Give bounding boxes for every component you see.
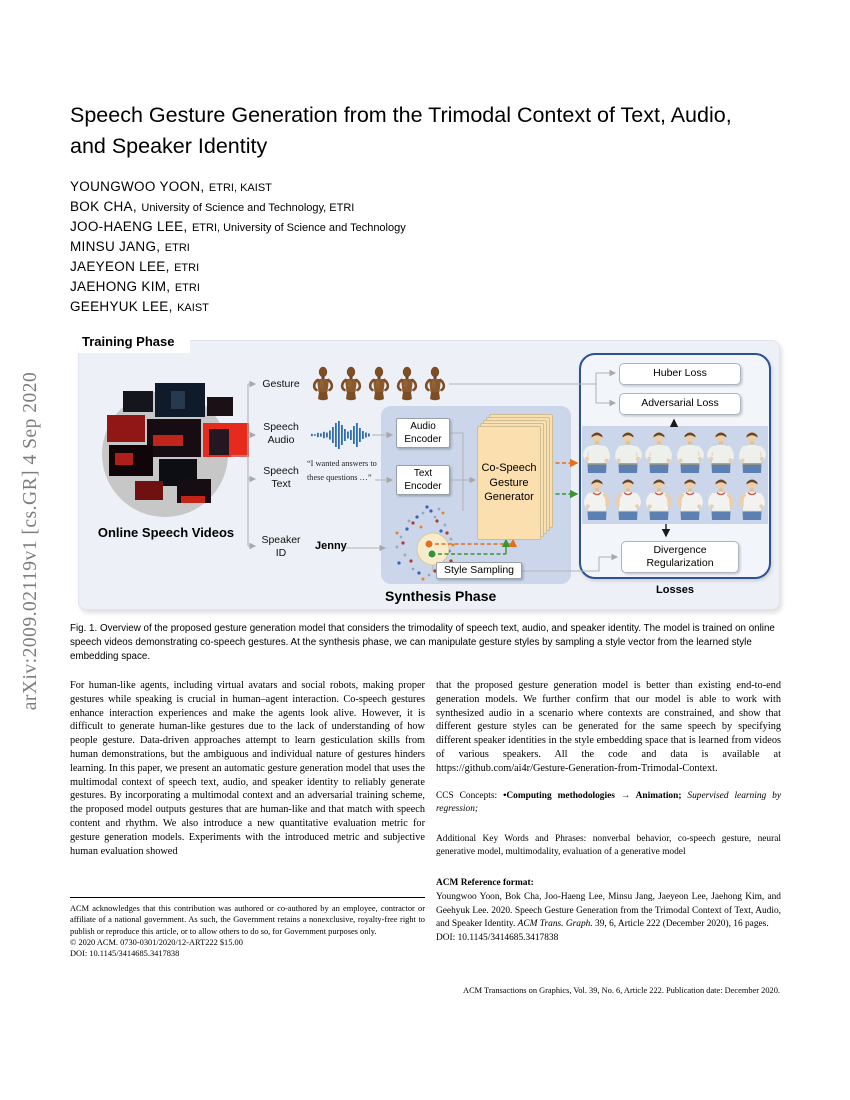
acm-reference-journal: ACM Trans. Graph. xyxy=(517,919,593,930)
style-sampling-box: Style Sampling xyxy=(436,562,522,579)
generator-label: Co-Speech Gesture Generator xyxy=(481,461,537,504)
author-line xyxy=(70,237,710,257)
acm-reference-text2: 39, 6, Article 222 (December 2020), 16 pages. xyxy=(592,919,769,930)
acm-reference-text: Youngwoo Yoon, Bok Cha, Joo-Haeng Lee, Minsu Jang, Jaeyeon Lee, Jaehong Kim, and Geehyuk Lee. 2020. Speech Gesture Generation from the Trimodal Context of Text, Audio, and Speaker Identity. xyxy=(436,891,781,930)
paper-title-line2: and Speaker Identity xyxy=(70,134,268,158)
paper-title xyxy=(70,100,786,162)
huber-loss-box: Huber Loss xyxy=(619,363,741,385)
author-affiliation: ETRI xyxy=(174,262,200,274)
speech-audio-row-label: Speech Audio xyxy=(263,421,299,447)
ccs-italic: Supervised learning by regression; xyxy=(436,790,781,815)
acm-reference xyxy=(436,877,781,946)
divergence-regularization-box: Divergence Regularization xyxy=(621,541,739,573)
author-name: JAEYEON LEE, xyxy=(70,259,170,274)
acm-reference-body xyxy=(436,891,781,932)
gesture-row-label: Gesture xyxy=(262,378,300,390)
author-affiliation: University of Science and Technology, ETRI xyxy=(141,202,355,214)
adversarial-loss-box: Adversarial Loss xyxy=(619,393,741,415)
page-footer: ACM Transactions on Graphics, Vol. 39, No. 6, Article 222. Publication date: December 2020. xyxy=(463,986,780,995)
video-collage xyxy=(102,383,249,517)
losses-label: Losses xyxy=(656,584,694,596)
author-affiliation: ETRI xyxy=(174,282,200,294)
author-name: BOK CHA, xyxy=(70,199,137,214)
gesture-mannequins xyxy=(314,367,444,400)
author-line xyxy=(70,197,710,217)
figure-caption: Fig. 1. Overview of the proposed gesture generation model that considers the trimodality of speech text, audio, and speaker identity. The model is trained on online speech videos demonstrating co-speech gestures. At the synthesis phase, we can manipulate gesture styles by sampling a style vector from the learned style embedding space. xyxy=(70,623,775,663)
speech-text-quote: “I wanted answers to these questions …” xyxy=(307,459,377,483)
generated-gesture-avatars xyxy=(585,432,764,520)
author-name: MINSU JANG, xyxy=(70,239,161,254)
author-line xyxy=(70,277,710,297)
author-name: JOO-HAENG LEE, xyxy=(70,219,188,234)
keywords: Additional Key Words and Phrases: nonverbal behavior, co-speech gesture, neural generative model, multimodality, evaluation of a generative model xyxy=(436,833,781,858)
online-speech-videos-label: Online Speech Videos xyxy=(97,525,235,540)
co-speech-gesture-generator xyxy=(477,414,555,542)
author-affiliation: KAIST xyxy=(177,302,209,314)
arxiv-watermark: arXiv:2009.02119v1 [cs.GR] 4 Sep 2020 xyxy=(20,371,41,711)
author-affiliation: ETRI xyxy=(164,242,190,254)
figure-1 xyxy=(78,334,780,610)
author-name: JAEHONG KIM, xyxy=(70,279,171,294)
acm-reference-heading: ACM Reference format: xyxy=(436,877,534,888)
text-encoder-box: Text Encoder xyxy=(396,465,450,495)
footnote-doi: DOI: 10.1145/3414685.3417838 xyxy=(70,949,180,959)
style-point-orange xyxy=(425,540,433,548)
speaker-id-row-label: Speaker ID xyxy=(261,534,301,560)
author-line xyxy=(70,257,710,277)
abstract-left-paragraph: For human-like agents, including virtual avatars and social robots, making proper gestures while speaking is crucial in human–agent interaction. Co-speech gestures enhance interaction experiences and make the agents look alive. However, it is difficult to generate human-like gestures due to the lack of understanding of how people gesture. Data-driven approaches attempt to learn gesticulation skills from human demonstrations, but the ambiguous and individual nature of gestures hinders learning. In this paper, we present an automatic gesture generation model that uses the multimodal context of speech text, audio, and speaker identity to reliably generate gestures. By incorporating a multimodal context and an adversarial training scheme, the proposed model outputs gestures that are human-like and that match with speech content and rhythm. We also introduce a new quantitative evaluation metric for gesture generation models. Experiments with the introduced metric and subjective human evaluation showed xyxy=(70,680,425,857)
author-list xyxy=(70,177,710,317)
paper-title-line1: Speech Gesture Generation from the Trimodal Context of Text, Audio, xyxy=(70,103,732,127)
author-line xyxy=(70,177,710,197)
author-name: YOUNGWOO YOON, xyxy=(70,179,205,194)
style-point-green xyxy=(428,550,436,558)
author-name: GEEHYUK LEE, xyxy=(70,299,173,314)
footnote-copyright: © 2020 ACM. 0730-0301/2020/12-ART222 $15.00 xyxy=(70,937,243,947)
synthesis-phase-label: Synthesis Phase xyxy=(385,588,497,604)
acm-reference-doi: DOI: 10.1145/3414685.3417838 xyxy=(436,933,559,944)
right-column xyxy=(436,679,781,946)
author-affiliation: ETRI, University of Science and Technology xyxy=(191,222,406,234)
author-line xyxy=(70,297,710,317)
abstract-right-paragraph: that the proposed gesture generation model is better than existing end-to-end generation models. We further confirm that our model is able to work with synthesized audio in a scenario where contexts are constrained, and show that different gesture styles can be generated for the same speech by specifying different speaker identities in the style embedding space that is learned from videos of various speakers. All the code and data is available at https://github.com/ai4r/Gesture-Generation-from-Trimodal-Context. xyxy=(436,680,781,774)
audio-encoder-box: Audio Encoder xyxy=(396,418,450,448)
speech-audio-waveform xyxy=(311,421,370,449)
ccs-prefix: CCS Concepts: xyxy=(436,790,504,801)
footnote-acknowledgement: ACM acknowledges that this contribution was authored or co-authored by an employee, contractor or affiliate of a national government. As such, the Government retains a nonexclusive, royalty-free right to publish or reproduce this article, or to allow others to do so, for Government purposes only. xyxy=(70,904,425,936)
speech-text-row-label: Speech Text xyxy=(263,465,299,491)
author-line xyxy=(70,217,710,237)
ccs-bold: •Computing methodologies → Animation; xyxy=(503,790,682,801)
training-phase-label: Training Phase xyxy=(78,331,190,353)
left-column xyxy=(70,679,425,858)
speaker-name: Jenny xyxy=(315,540,347,552)
input-bracket xyxy=(231,384,255,546)
ccs-concepts xyxy=(436,790,781,817)
author-affiliation: ETRI, KAIST xyxy=(208,182,272,194)
footnote xyxy=(70,897,425,959)
